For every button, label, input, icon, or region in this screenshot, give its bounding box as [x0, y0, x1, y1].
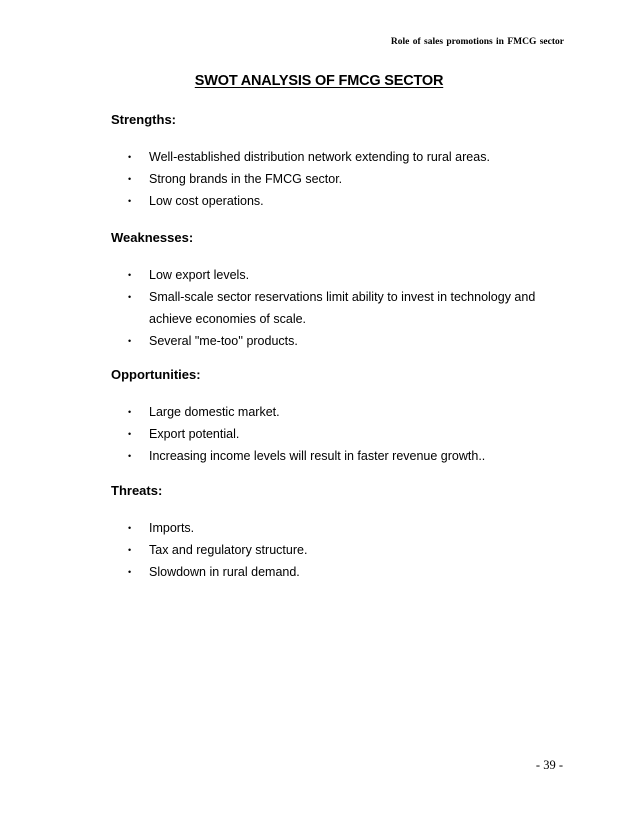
list-item-text: Low cost operations. — [149, 194, 264, 208]
section-opportunities — [111, 367, 571, 467]
list-item-text: Small-scale sector reservations limit ability to invest in technology and achieve economies of scale. — [149, 290, 536, 326]
list-item — [111, 190, 571, 212]
list-item-text: Export potential. — [149, 427, 240, 441]
list-item — [111, 146, 571, 168]
bullet-dot-icon: • — [128, 270, 132, 280]
page-title: SWOT ANALYSIS OF FMCG SECTOR — [194, 73, 444, 89]
bullet-dot-icon: • — [128, 336, 132, 346]
strengths-list — [111, 146, 571, 212]
section-heading-strengths: Strengths: — [111, 112, 176, 127]
list-item-text: Low export levels. — [149, 268, 250, 282]
list-item-text: Well-established distribution network extending to rural areas. — [149, 150, 490, 164]
bullet-dot-icon: • — [128, 152, 132, 162]
section-threats — [111, 483, 571, 583]
list-item — [111, 517, 571, 539]
threats-list — [111, 517, 571, 583]
list-item-text: Strong brands in the FMCG sector. — [149, 172, 343, 186]
list-item — [111, 286, 571, 330]
list-item — [111, 168, 571, 190]
bullet-dot-icon: • — [128, 523, 132, 533]
list-item-text: Tax and regulatory structure. — [149, 543, 308, 557]
list-item — [111, 539, 571, 561]
running-header: Role of sales promotions in FMCG sector — [390, 37, 564, 47]
bullet-dot-icon: • — [128, 451, 132, 461]
bullet-dot-icon: • — [128, 429, 132, 439]
list-item — [111, 264, 571, 286]
section-heading-weaknesses: Weaknesses: — [111, 230, 194, 245]
list-item — [111, 423, 571, 445]
list-item-text: Increasing income levels will result in faster revenue growth.. — [149, 449, 486, 463]
list-item — [111, 330, 571, 352]
list-item-text: Several "me-too'' products. — [149, 334, 298, 348]
bullet-dot-icon: • — [128, 545, 132, 555]
section-strengths — [111, 112, 571, 212]
section-heading-threats: Threats: — [111, 483, 163, 498]
weaknesses-list — [111, 264, 571, 352]
page-number: - 39 - — [535, 758, 563, 772]
opportunities-list — [111, 401, 571, 467]
bullet-dot-icon: • — [128, 292, 132, 302]
list-item — [111, 401, 571, 423]
bullet-dot-icon: • — [128, 196, 132, 206]
section-weaknesses — [111, 230, 571, 352]
list-item — [111, 561, 571, 583]
list-item-text: Imports. — [149, 521, 195, 535]
bullet-dot-icon: • — [128, 567, 132, 577]
list-item-text: Slowdown in rural demand. — [149, 565, 300, 579]
bullet-dot-icon: • — [128, 174, 132, 184]
list-item — [111, 445, 571, 467]
list-item-text: Large domestic market. — [149, 405, 280, 419]
bullet-dot-icon: • — [128, 407, 132, 417]
section-heading-opportunities: Opportunities: — [111, 367, 201, 382]
